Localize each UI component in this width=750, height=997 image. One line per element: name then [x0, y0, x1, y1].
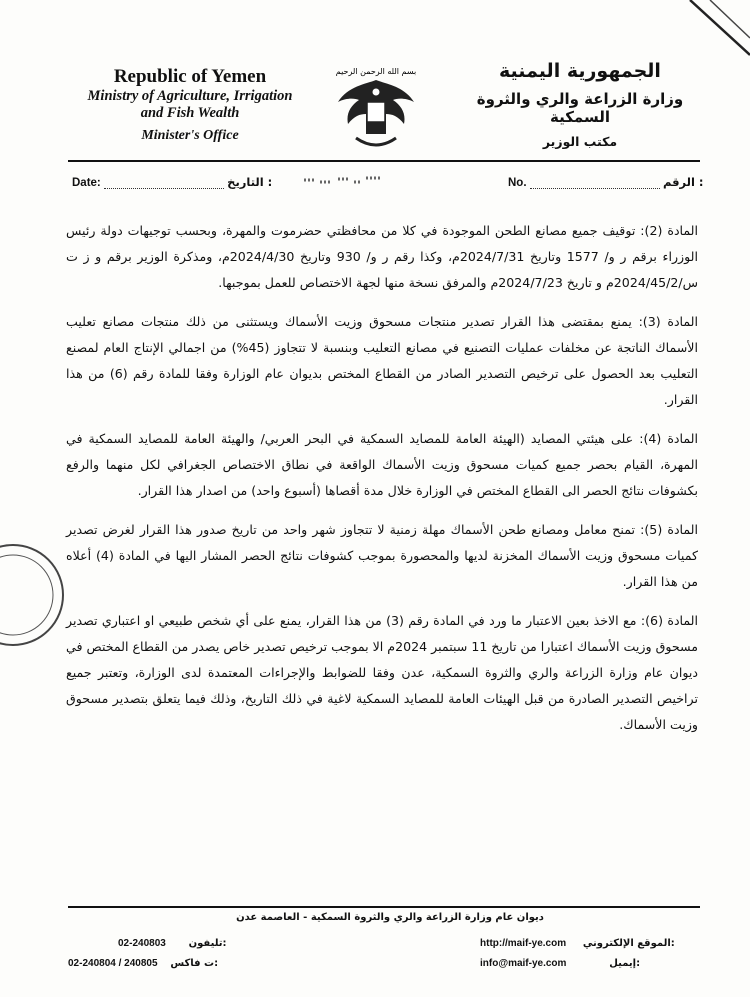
- article-4: المادة (4): على هيئتي المصايد (الهيئة العامة للمصايد السمكية في البحر العربي/ والهيئة العامة للمصايد السمكية في المهرة، القيام بحصر جميع كميات مسحوق وزيت الأسماك الواقعة في نطاق الاختصاص الجغرافي لكل منهما والرفع بكشوفات نتائج الحصر الى القطاع المختص في الوزارة خلال مدة أقصاها (أسبوع واحد) من اصدار هذا القرار.: [66, 431, 698, 498]
- article-3: المادة (3): يمنع بمقتضى هذا القرار تصدير منتجات مسحوق وزيت الأسماك ويستثنى من ذلك منتجات مصانع تعليب الأسماك الناتجة عن مخلفات عمليات التصنيع في مصانع التعليب وبنسبة لا تتجاوز (45%) من اجمالي الإنتاج العام لمصنع التعليب بعد الحصول على ترخيص التصدير الصادر من القطاع المختص بديوان عام الوزارة وفقا للمادة رقم (6) من هذا القرار.: [66, 314, 699, 407]
- footer-web-value: http://maif-ye.com: [480, 938, 567, 949]
- header-en-ministry-2: and Fish Wealth: [140, 105, 240, 121]
- header-ar-ministry: وزارة الزراعة والري والثروة السمكية: [476, 90, 684, 126]
- footer-divider: [68, 906, 700, 908]
- header-en-country: Republic of Yemen: [113, 66, 267, 87]
- header-arabic: [465, 60, 695, 149]
- footer-email: [480, 958, 640, 969]
- emblem-basmala: بسم الله الرحمن الرحيم: [335, 67, 417, 76]
- date-field: [72, 175, 272, 189]
- header-ar-country: الجمهورية اليمنية: [499, 60, 661, 82]
- footer-phone-value: 02-240803: [118, 938, 166, 949]
- footer-phone-label: تليفون:: [188, 938, 227, 949]
- footer-email-value: info@maif-ye.com: [480, 958, 567, 969]
- letter-body: [66, 218, 698, 751]
- header-ar-office: مكتب الوزير: [542, 134, 618, 149]
- article-2: المادة (2): توقيف جميع مصانع الطحن الموجودة في كلا من محافظتي حضرموت والمهرة، وبحسب توجيهات دولة رئيس الوزراء برقم ر و/ 1577 وتاريخ 2024/7/31م، وكذا رقم ر و/ 930 وتاريخ 2024/4/30م، ومذكرة الوزير برقم و ز ت س/2024/45/2م و تاريخ 2024/7/23م والمرفق نسخة منها لجهة الاختصاص للعمل بموجبها.: [66, 223, 699, 290]
- number-label-en: No.: [508, 177, 527, 189]
- footer-website: [480, 938, 675, 949]
- footer-fax-label: ت فاكس:: [170, 958, 219, 969]
- header-en-office: Minister's Office: [141, 128, 239, 143]
- number-label-ar: الرقم :: [662, 175, 704, 189]
- footer-email-label: إيميل:: [609, 958, 641, 969]
- redacted-scribble: [300, 170, 390, 192]
- footer-fax-value: 02-240804 / 240805: [68, 958, 158, 969]
- footer-web-label: الموقع الإلكتروني:: [582, 938, 675, 949]
- header-english: [70, 66, 310, 144]
- article-6: المادة (6): مع الاخذ بعين الاعتبار ما ورد في المادة رقم (3) من هذا القرار، يمنع على أي شخص طبيعي او اعتباري تصدير مسحوق وزيت الأسماك اعتبارا من تاريخ 11 سبتمبر 2024م الا بموجب ترخيص تصدير خاص يصدر من القطاع المختص في ديوان عام وزارة الزراعة والري والثروة السمكية، عدن وفقا للضوابط والإجراءات المعتمدة لدى الوزارة، وتعتبر جميع تراخيص التصدير الصادرة من قبل الهيئات العامة للمصايد السمكية لاغية في ذلك التاريخ، وذلك فيما يتعلق بتصدير مسحوق وزيت الأسماك.: [66, 613, 699, 732]
- header-divider: [68, 160, 700, 162]
- footer-address: ديوان عام وزارة الزراعة والري والثروة السمكية - العاصمة عدن: [236, 912, 544, 923]
- footer-fax: [68, 958, 218, 969]
- article-5: المادة (5): تمنح معامل ومصانع طحن الأسماك مهلة زمنية لا تتجاوز شهر واحد من تاريخ صدور هذا القرار لغرض تصدير كميات مسحوق وزيت الأسماك المخزنة لديها والمحصورة بموجب كشوفات نتائج الحصر المشار اليها في المادة (4) أعلاه من هذا القرار.: [66, 522, 699, 589]
- date-label-en: Date:: [72, 177, 101, 189]
- yemen-eagle-emblem: [326, 62, 426, 152]
- footer-phone: [118, 938, 227, 949]
- official-stamp: [0, 540, 68, 650]
- header-en-ministry: Ministry of Agriculture, Irrigation: [87, 88, 293, 104]
- date-label-ar: التاريخ :: [227, 175, 273, 189]
- number-field: [508, 175, 704, 189]
